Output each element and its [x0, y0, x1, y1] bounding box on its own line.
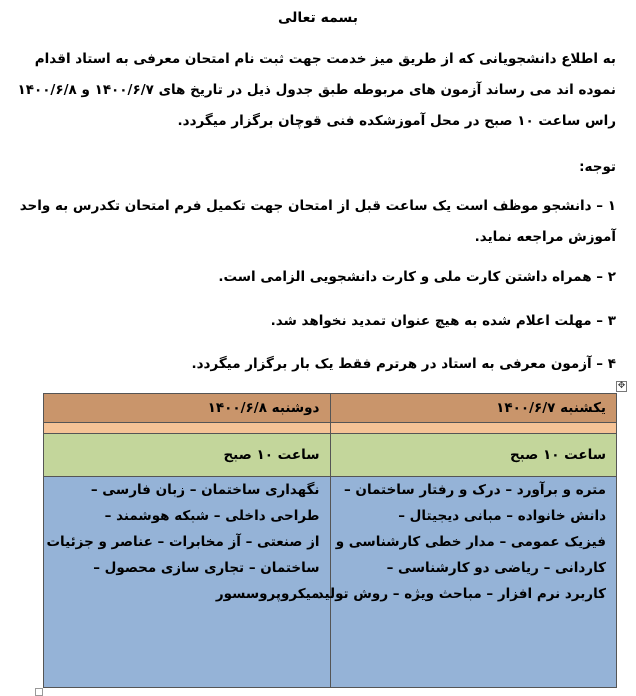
date-cell-sunday: یکشنبه ۱۴۰۰/۶/۷: [330, 394, 617, 423]
subject-line: فیزیک عمومی – مدار خطی کارشناسی و: [335, 534, 606, 550]
subject-line: از صنعتی – آز مخابرات – عناصر و جزئیات: [46, 534, 320, 550]
subjects-row: [44, 477, 617, 688]
date-cell-monday: دوشنبه ۱۴۰۰/۶/۸: [44, 394, 331, 423]
intro-paragraph: به اطلاع دانشجویانی که از طریق میز خدمت جهت ثبت نام امتحان معرفی به استاد اقدام نموده اند می رساند آزمون های مربوطه طبق جدول ذیل در تاریخ های ۱۴۰۰/۶/۷ و ۱۴۰۰/۶/۸ راس ساعت ۱۰ صبح در محل آموزشکده فنی قوچان برگزار میگردد.: [17, 51, 616, 129]
subject-line: ساختمان – تجاری سازی محصول –: [93, 560, 320, 576]
subject-line: کاردانی – ریاضی دو کارشناسی –: [386, 560, 606, 576]
subject-line: متره و برآورد – درک و رفتار ساختمان –: [343, 482, 606, 498]
spacer-row: [44, 423, 617, 434]
note-label: توجه:: [579, 159, 616, 175]
move-arrows-icon[interactable]: ✥: [617, 381, 626, 391]
date-row: [44, 394, 617, 423]
subject-line: دانش خانواده – مبانی دیجیتال –: [398, 508, 606, 524]
spacer-cell: [44, 423, 331, 434]
subject-line: نگهداری ساختمان – زبان فارسی –: [90, 482, 320, 498]
subjects-cell-monday: [44, 477, 331, 688]
note-item-4: ۴ – آزمون معرفی به استاد در هرترم فقط یک بار برگزار میگردد.: [191, 356, 616, 372]
note-item-3: ۳ – مهلت اعلام شده به هیچ عنوان تمدید نخواهد شد.: [270, 313, 616, 329]
subject-line: میکروپروسسور: [215, 586, 320, 602]
exam-schedule-table: [43, 393, 617, 688]
note-item-2: ۲ – همراه داشتن کارت ملی و کارت دانشجویی الزامی است.: [218, 269, 616, 285]
time-cell-monday: ساعت ۱۰ صبح: [44, 434, 331, 477]
time-row: [44, 434, 617, 477]
note-item-1: ۱ – دانشجو موظف است یک ساعت قبل از امتحان جهت تکمیل فرم امتحان تکدرس به واحد آموزش مراجعه نماید.: [19, 198, 616, 245]
time-cell-sunday: ساعت ۱۰ صبح: [330, 434, 617, 477]
subjects-cell-sunday: [316, 477, 617, 688]
subject-line: طراحی داخلی – شبکه هوشمند –: [104, 508, 320, 524]
spacer-cell: [330, 423, 617, 434]
document-heading: بسمه تعالی: [277, 10, 359, 26]
subject-line: کاربرد نرم افزار – مباحث ویژه – روش تولید: [316, 586, 606, 602]
